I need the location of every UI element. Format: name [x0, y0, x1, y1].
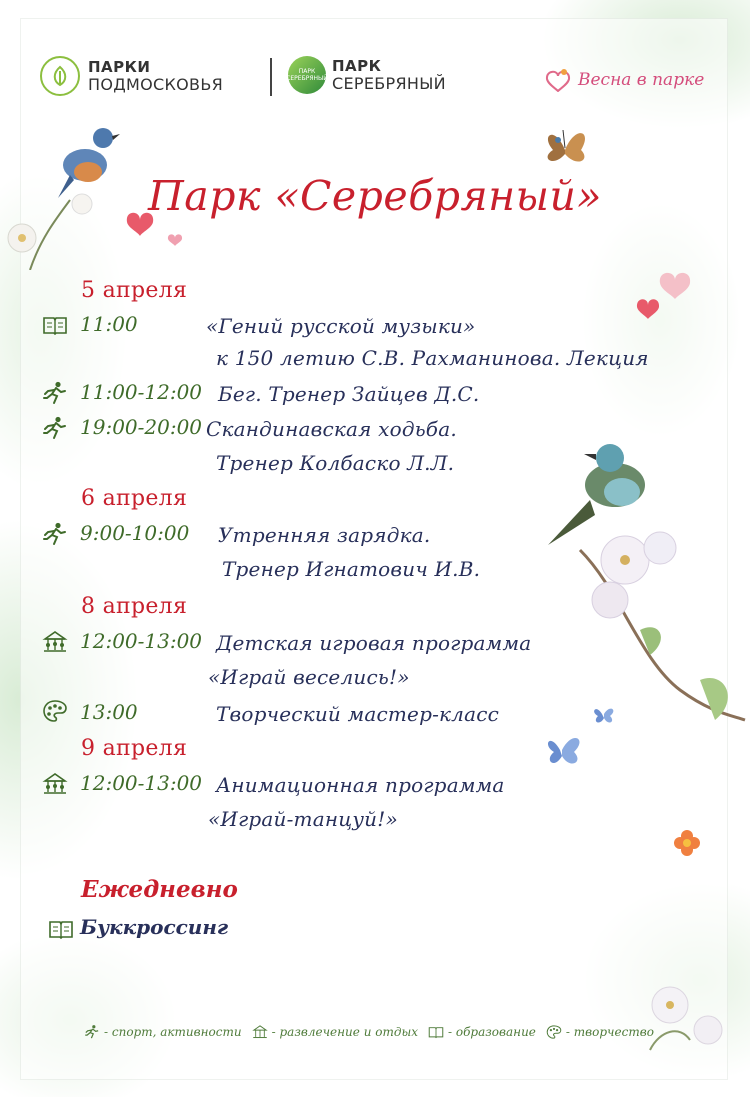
- book-icon: [48, 917, 74, 941]
- runner-icon: [84, 1024, 100, 1040]
- event-description: Творческий мастер-класс: [216, 702, 500, 726]
- event-time: 12:00-13:00: [80, 771, 203, 795]
- logo-parks-line1: ПАРКИ: [88, 58, 151, 76]
- icon-legend: [84, 1024, 664, 1040]
- event-time: 11:00: [80, 312, 138, 336]
- date-heading: 9 апреля: [81, 736, 188, 761]
- runner-icon: [42, 522, 68, 546]
- legend-text: - образование: [448, 1025, 536, 1039]
- legend-item: [84, 1024, 242, 1040]
- parks-podmoskovya-logo: [40, 56, 223, 96]
- logo-park-line1: ПАРК: [332, 57, 382, 75]
- event-description: Тренер Игнатович И.В.: [222, 557, 481, 581]
- carousel-icon: [42, 772, 68, 796]
- blossom-bottom-icon: [630, 970, 730, 1060]
- event-description: «Играй веселись!»: [208, 665, 410, 689]
- legend-item: [546, 1024, 654, 1040]
- page-title: Парк «Серебряный»: [148, 172, 602, 220]
- legend-text: - творчество: [565, 1025, 654, 1039]
- legend-text: - развлечение и отдых: [271, 1025, 418, 1039]
- event-time: 9:00-10:00: [80, 521, 190, 545]
- logo-parks-line2: ПОДМОСКОВЬЯ: [88, 75, 224, 94]
- palette-icon: [546, 1024, 562, 1040]
- carousel-icon: [252, 1024, 268, 1040]
- event-time: 11:00-12:00: [80, 380, 203, 404]
- event-description: Анимационная программа: [216, 773, 505, 797]
- event-time: 19:00-20:00: [80, 415, 203, 439]
- park-badge-icon: ПАРК СЕРЕБРЯНЫЙ: [288, 56, 326, 94]
- event-description: Скандинавская ходьба.: [206, 417, 457, 441]
- book-icon: [42, 313, 68, 337]
- leaf-icon: [40, 56, 80, 96]
- spring-logo-text: Весна в парке: [578, 70, 705, 90]
- palette-icon: [42, 699, 68, 723]
- butterflies-blue-icon: [540, 700, 620, 780]
- orange-flower-icon: [672, 828, 702, 858]
- legend-item: [252, 1024, 418, 1040]
- event-description: к 150 летию С.В. Рахманинова. Лекция: [216, 346, 649, 370]
- event-time: 12:00-13:00: [80, 629, 203, 653]
- event-description: Утренняя зарядка.: [218, 523, 431, 547]
- heart-logo-icon: [542, 68, 574, 92]
- park-serebryany-logo: [288, 56, 446, 94]
- runner-icon: [42, 381, 68, 405]
- butterfly-top-icon: [535, 120, 595, 170]
- book-icon: [428, 1024, 444, 1040]
- logo-divider: [270, 58, 272, 96]
- runner-icon: [42, 416, 68, 440]
- event-description: «Играй-танцуй!»: [208, 807, 398, 831]
- event-description: Детская игровая программа: [216, 631, 532, 655]
- daily-heading: Ежедневно: [81, 876, 238, 903]
- event-description: «Гений русской музыки»: [206, 314, 476, 338]
- date-heading: 6 апреля: [81, 486, 188, 511]
- spring-in-park-logo: [542, 68, 704, 92]
- date-heading: 8 апреля: [81, 594, 188, 619]
- daily-bookcrossing: Буккроссинг: [80, 915, 229, 939]
- legend-text: - спорт, активности: [104, 1025, 242, 1039]
- event-description: Бег. Тренер Зайцев Д.С.: [218, 382, 480, 406]
- date-heading: 5 апреля: [81, 278, 188, 303]
- carousel-icon: [42, 630, 68, 654]
- hearts-right-icon: [630, 265, 700, 330]
- event-time: 13:00: [80, 700, 138, 724]
- logo-park-line2: СЕРЕБРЯНЫЙ: [332, 74, 446, 93]
- event-description: Тренер Колбаско Л.Л.: [216, 451, 455, 475]
- legend-item: [428, 1024, 536, 1040]
